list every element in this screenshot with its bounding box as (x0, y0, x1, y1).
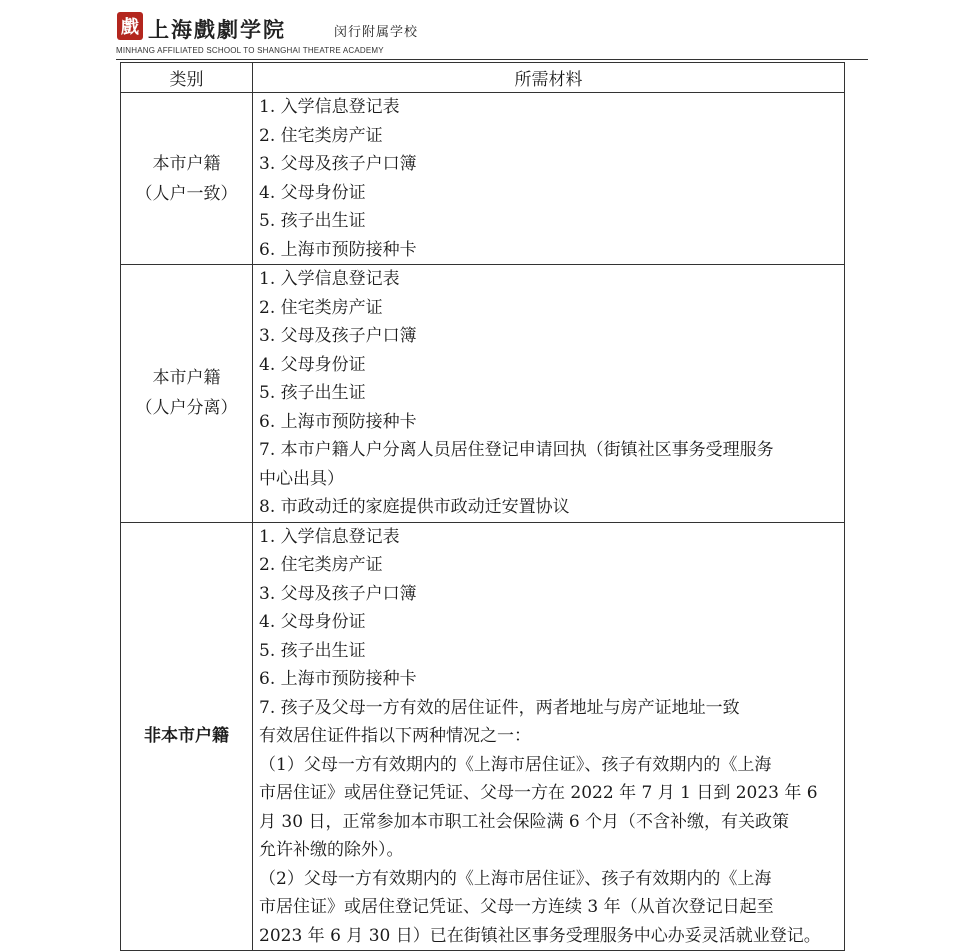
material-item: 4. 父母身份证 (259, 354, 366, 375)
table-header-row (121, 63, 845, 93)
material-item: 4. 父母身份证 (259, 612, 366, 632)
material-note: （2）父母一方有效期内的《上海市居住证》、孩子有效期内的《上海 (259, 868, 772, 889)
material-note: 市居住证》或居住登记凭证、父母一方连续 3 年（从首次登记日起至 (259, 897, 774, 917)
category-cell (121, 522, 253, 951)
table-row-local-same-address (121, 93, 845, 265)
materials-table (120, 62, 845, 951)
category-cell (121, 265, 253, 523)
materials-cell (253, 522, 845, 951)
material-note: （1）父母一方有效期内的《上海市居住证》、孩子有效期内的《上海 (259, 754, 772, 775)
material-item: 1. 入学信息登记表 (259, 97, 400, 117)
material-item: 6. 上海市预防接种卡 (259, 669, 417, 689)
material-item: 3. 父母及孩子户口簿 (259, 326, 417, 346)
category-cell (121, 93, 253, 265)
material-note: 允许补缴的除外）。 (259, 840, 404, 860)
material-item: 8. 市政动迁的家庭提供市政动迁安置协议 (259, 497, 570, 517)
material-note: 月 30 日，正常参加本市职工社会保险满 6 个月（不含补缴，有关政策 (259, 811, 790, 832)
materials-cell (253, 265, 845, 523)
material-note: 市居住证》或居住登记凭证、父母一方在 2022 年 7 月 1 日到 2023 年 6 (259, 783, 818, 803)
category-sublabel: （人户一致） (135, 183, 238, 204)
materials-cell (253, 93, 845, 265)
material-item: 5. 孩子出生证 (259, 211, 366, 231)
school-branch-name: 闵行附属学校 (334, 25, 419, 40)
category-sublabel: （人户分离） (135, 398, 238, 419)
material-item: 6. 上海市预防接种卡 (259, 411, 417, 432)
school-header (116, 10, 876, 60)
category-label: 本市户籍 (152, 153, 221, 174)
school-name-english: MINHANG AFFILIATED SCHOOL TO SHANGHAI THEATRE ACADEMY (116, 46, 384, 55)
material-item: 4. 父母身份证 (259, 182, 366, 203)
material-item: 2. 住宅类房产证 (259, 125, 383, 146)
material-item: 1. 入学信息登记表 (259, 269, 400, 289)
school-name-chinese: 上海戲劇学院 (148, 17, 286, 42)
material-item: 2. 住宅类房产证 (259, 555, 383, 575)
material-item: 3. 父母及孩子户口簿 (259, 154, 417, 174)
column-header-materials: 所需材料 (253, 63, 845, 93)
material-item: 5. 孩子出生证 (259, 640, 366, 661)
material-item: 7. 孩子及父母一方有效的居住证件，两者地址与房产证地址一致 (259, 697, 740, 718)
material-item-continued: 中心出具） (259, 468, 344, 489)
material-item: 6. 上海市预防接种卡 (259, 239, 417, 260)
school-logo-icon (116, 10, 144, 42)
table-row-non-local (121, 522, 845, 951)
material-note: 有效居住证件指以下两种情况之一： (259, 726, 531, 746)
category-label: 本市户籍 (152, 368, 221, 389)
category-label: 非本市户籍 (144, 726, 229, 747)
header-divider (116, 59, 868, 60)
material-item: 7. 本市户籍人户分离人员居住登记申请回执（街镇社区事务受理服务 (259, 440, 774, 460)
material-item: 3. 父母及孩子户口簿 (259, 583, 417, 604)
svg-text:戲: 戲 (121, 17, 139, 38)
material-note: 2023 年 6 月 30 日）已在街镇社区事务受理服务中心办妥灵活就业登记。 (259, 925, 821, 946)
material-item: 2. 住宅类房产证 (259, 297, 383, 318)
material-item: 1. 入学信息登记表 (259, 526, 400, 547)
column-header-category: 类别 (121, 63, 253, 93)
table-row-local-separated-address (121, 265, 845, 523)
material-item: 5. 孩子出生证 (259, 383, 366, 403)
